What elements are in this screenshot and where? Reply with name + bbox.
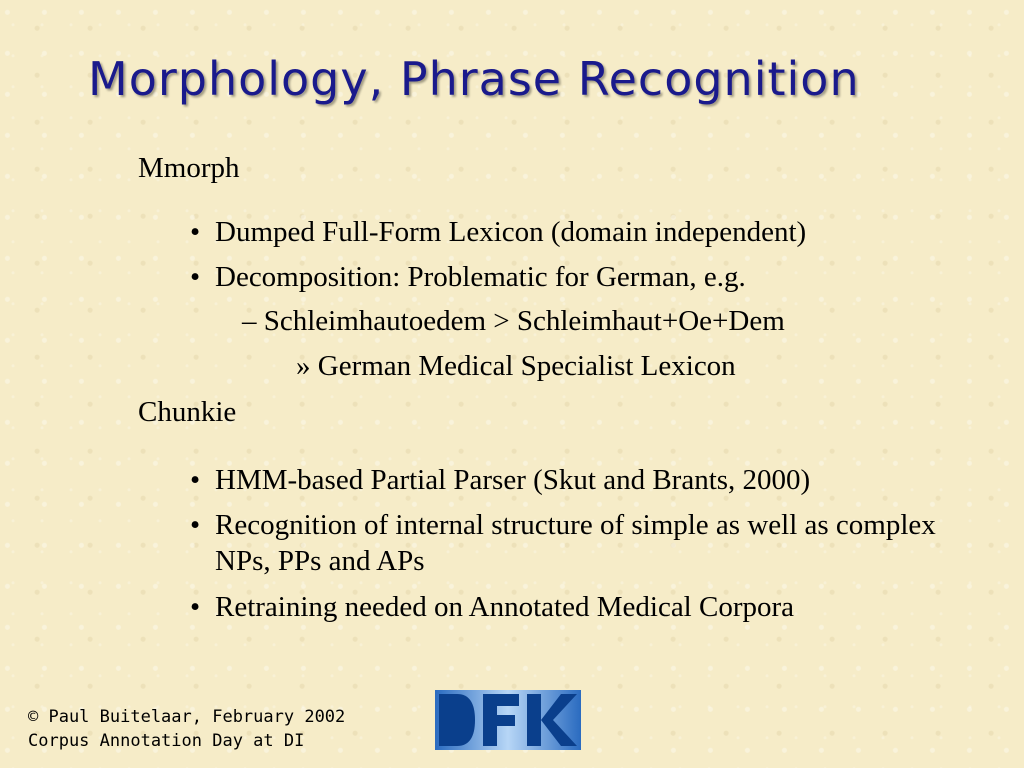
bullet-item — [190, 259, 970, 295]
slide-title: Morphology, Phrase Recognition — [88, 52, 860, 106]
bullet-dot: • — [190, 216, 201, 248]
bullet-dot: • — [190, 464, 201, 496]
bullet-item — [190, 507, 970, 579]
footer-copyright: © Paul Buitelaar, February 2002 — [28, 707, 346, 727]
section-heading-mmorph: Mmorph — [138, 152, 240, 184]
bullet-item — [190, 589, 970, 625]
bullet-text: HMM-based Partial Parser (Skut and Brants, 2000) — [215, 464, 811, 496]
sub-item: – Schleimhautoedem > Schleimhaut+Oe+Dem — [242, 305, 785, 337]
bullet-text: Recognition of internal structure of simple as well as complex NPs, PPs and APs — [215, 509, 936, 577]
bullet-item — [190, 462, 970, 498]
bullet-dot: • — [190, 261, 201, 293]
bullet-dot: • — [190, 591, 201, 623]
bullet-text: Dumped Full-Form Lexicon (domain independent) — [215, 216, 807, 248]
bullet-text: Decomposition: Problematic for German, e.g. — [215, 261, 746, 293]
sub-sub-item: » German Medical Specialist Lexicon — [296, 350, 736, 382]
section-heading-chunkie: Chunkie — [138, 396, 237, 428]
dfki-logo — [435, 690, 581, 750]
bullet-item — [190, 214, 970, 250]
footer-event: Corpus Annotation Day at DI — [28, 731, 305, 751]
bullet-text: Retraining needed on Annotated Medical Corpora — [215, 591, 795, 623]
bullet-dot: • — [190, 509, 201, 541]
footer — [28, 705, 345, 753]
